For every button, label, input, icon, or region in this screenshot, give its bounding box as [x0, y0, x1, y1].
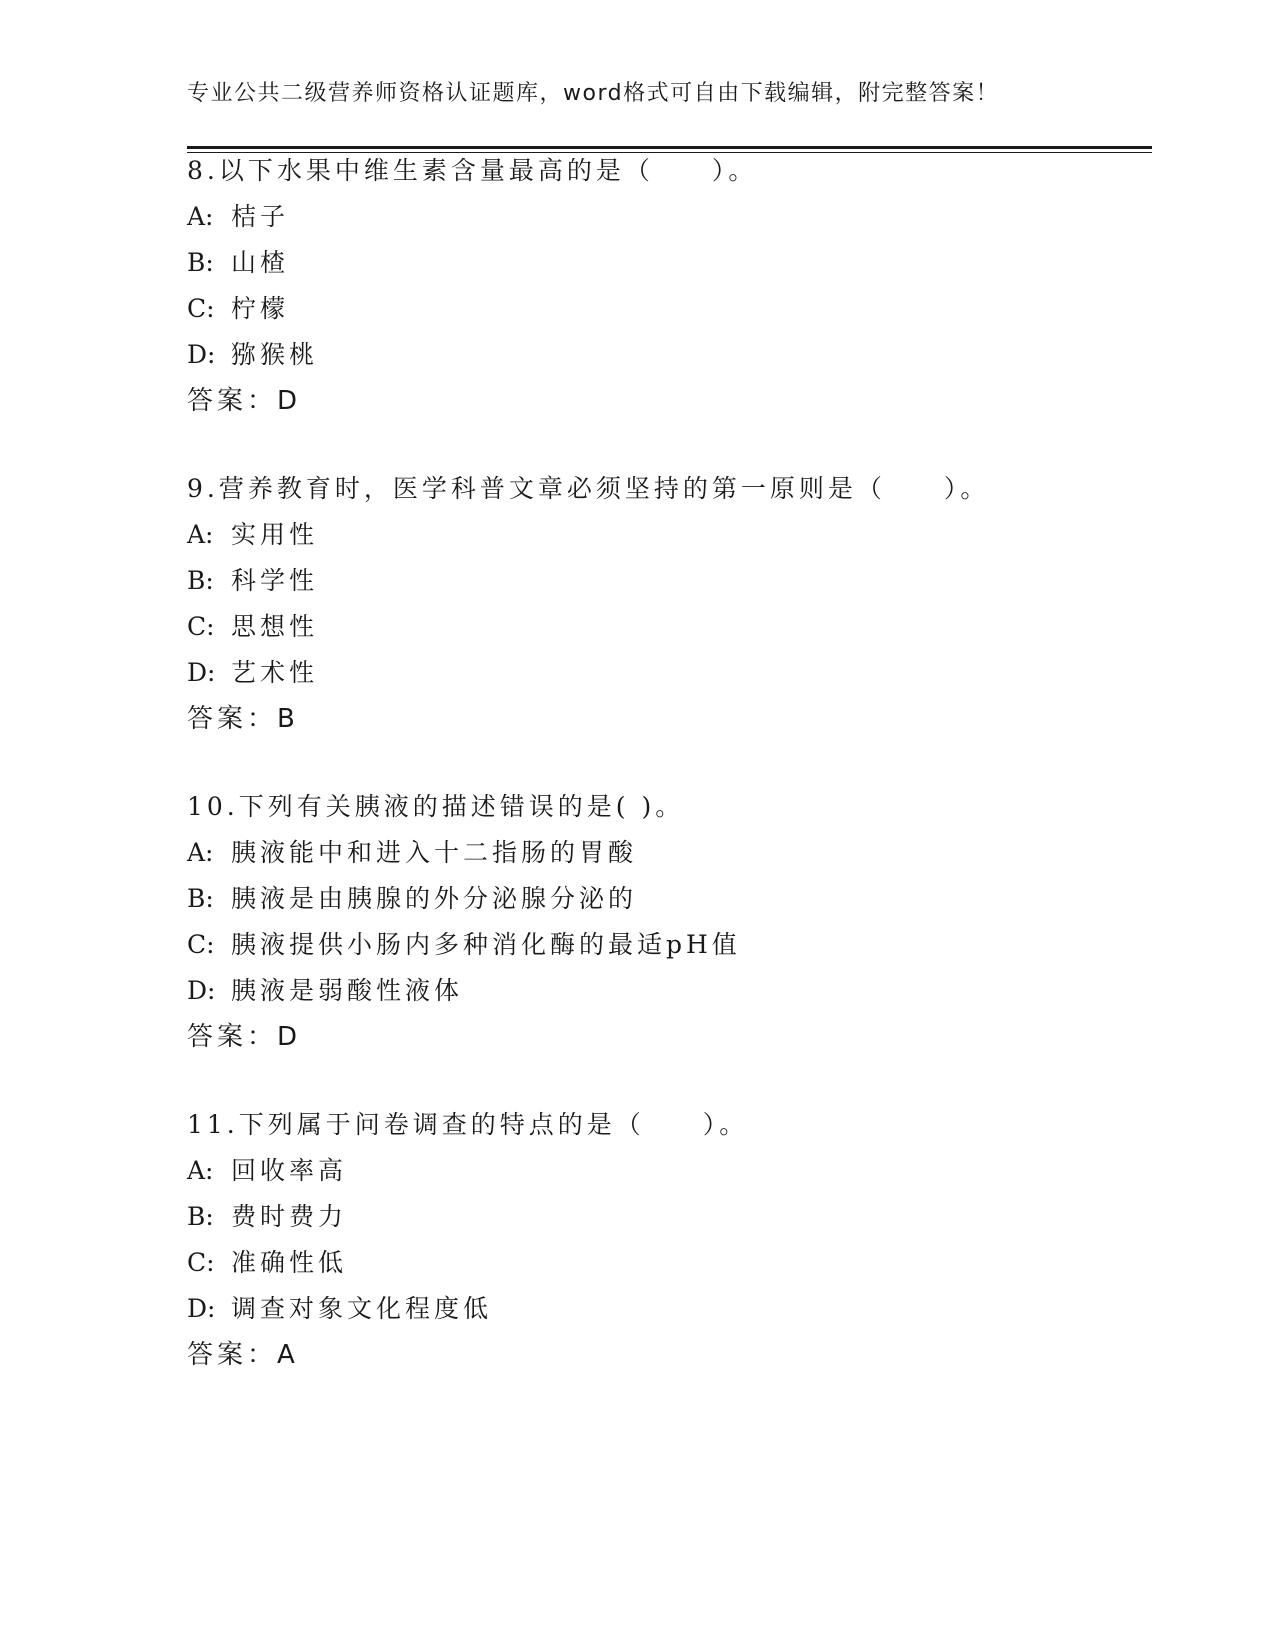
question-stem: 8.以下水果中维生素含量最高的是（ ）。 — [187, 156, 758, 185]
option-text: 桔子 — [231, 202, 290, 231]
page-header: 专业公共二级营养师资格认证题库，word格式可自由下载编辑，附完整答案！ — [187, 81, 1000, 106]
option-d — [187, 1286, 1152, 1332]
option-letter: C: — [187, 612, 215, 641]
option-letter: C: — [187, 294, 215, 323]
option-text: 回收率高 — [231, 1156, 348, 1185]
option-text: 实用性 — [231, 520, 319, 549]
option-d — [187, 332, 1152, 378]
question-8 — [187, 148, 1152, 424]
option-text: 费时费力 — [231, 1202, 348, 1231]
option-text: 柠檬 — [231, 294, 290, 323]
option-letter: A: — [187, 838, 214, 867]
option-letter: D: — [187, 658, 216, 687]
option-letter: A: — [187, 520, 214, 549]
option-letter: D: — [187, 1294, 216, 1323]
question-stem: 11.下列属于问卷调查的特点的是（ ）。 — [187, 1110, 749, 1139]
option-text: 胰液能中和进入十二指肠的胃酸 — [231, 838, 638, 867]
option-letter: D: — [187, 340, 216, 369]
option-letter: B: — [187, 248, 214, 277]
answer-label: 答案：D — [187, 386, 302, 416]
question-9 — [187, 466, 1152, 742]
option-d — [187, 650, 1152, 696]
option-b — [187, 1194, 1152, 1240]
question-stem: 10.下列有关胰液的描述错误的是( )。 — [187, 792, 685, 821]
option-c — [187, 604, 1152, 650]
option-c — [187, 286, 1152, 332]
option-text: 胰液是由胰腺的外分泌腺分泌的 — [231, 884, 638, 913]
option-letter: B: — [187, 1202, 214, 1231]
option-c — [187, 922, 1152, 968]
option-b — [187, 240, 1152, 286]
question-stem: 9.营养教育时，医学科普文章必须坚持的第一原则是（ ）。 — [187, 474, 990, 503]
option-letter: C: — [187, 1248, 215, 1277]
option-b — [187, 558, 1152, 604]
option-a — [187, 512, 1152, 558]
option-letter: D: — [187, 976, 216, 1005]
answer-label: 答案：A — [187, 1340, 299, 1370]
question-10 — [187, 784, 1152, 1060]
option-letter: B: — [187, 884, 214, 913]
option-a — [187, 830, 1152, 876]
option-letter: A: — [187, 1156, 214, 1185]
option-letter: C: — [187, 930, 215, 959]
option-text: 准确性低 — [231, 1248, 348, 1277]
option-a — [187, 194, 1152, 240]
option-text: 猕猴桃 — [231, 340, 319, 369]
option-text: 山楂 — [231, 248, 290, 277]
answer-label: 答案：D — [187, 1022, 302, 1052]
option-c — [187, 1240, 1152, 1286]
option-text: 艺术性 — [231, 658, 319, 687]
option-letter: B: — [187, 566, 214, 595]
option-d — [187, 968, 1152, 1014]
answer-label: 答案：B — [187, 704, 299, 734]
option-text: 思想性 — [231, 612, 319, 641]
option-a — [187, 1148, 1152, 1194]
question-11 — [187, 1102, 1152, 1378]
option-b — [187, 876, 1152, 922]
option-text: 胰液是弱酸性液体 — [231, 976, 464, 1005]
option-letter: A: — [187, 202, 214, 231]
option-text: 调查对象文化程度低 — [231, 1294, 493, 1323]
option-text: 科学性 — [231, 566, 319, 595]
option-text: 胰液提供小肠内多种消化酶的最适pH值 — [231, 930, 741, 959]
